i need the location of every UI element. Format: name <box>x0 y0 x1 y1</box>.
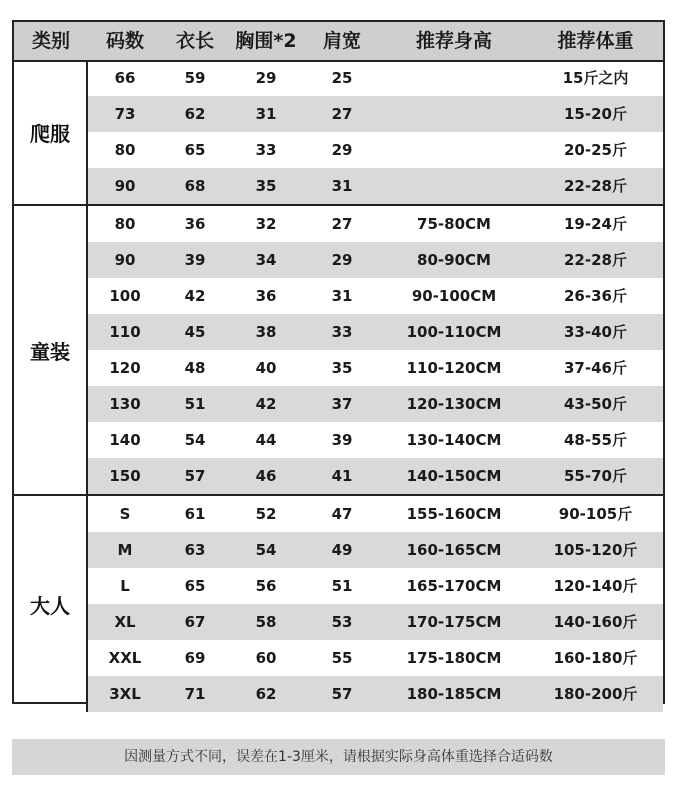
table-row <box>88 458 663 494</box>
table-cell: 44 <box>255 431 277 449</box>
table-cell: M <box>117 541 133 559</box>
table-row <box>88 278 663 314</box>
table-cell: 75-80CM <box>417 215 491 233</box>
table-row <box>88 604 663 640</box>
table-cell: L <box>120 577 130 595</box>
table-cell: 120 <box>109 359 141 377</box>
table-cell: 180-200斤 <box>553 685 638 703</box>
table-cell: 67 <box>184 613 206 631</box>
table-cell: 29 <box>331 141 353 159</box>
table-row <box>88 676 663 712</box>
measurement-note: 因测量方式不同，误差在1-3厘米，请根据实际身高体重选择合适码数 <box>12 739 665 775</box>
category-group <box>14 206 663 494</box>
table-cell: 110 <box>109 323 141 341</box>
table-cell: 59 <box>184 69 206 87</box>
table-cell: 27 <box>331 105 353 123</box>
table-cell: 80-90CM <box>417 251 491 269</box>
table-cell <box>380 132 528 168</box>
table-cell: 150 <box>109 467 141 485</box>
table-cell: 66 <box>114 69 136 87</box>
table-cell: 25 <box>331 69 353 87</box>
table-cell: S <box>119 505 131 523</box>
table-cell: 35 <box>255 177 277 195</box>
table-cell: 22-28斤 <box>564 177 627 195</box>
table-row <box>88 96 663 132</box>
table-row <box>88 532 663 568</box>
table-cell: 37 <box>331 395 353 413</box>
table-cell: 105-120斤 <box>553 541 638 559</box>
table-cell: 52 <box>255 505 277 523</box>
table-cell: 19-24斤 <box>564 215 627 233</box>
table-cell <box>380 96 528 132</box>
table-cell: 68 <box>184 177 206 195</box>
table-cell: 15斤之内 <box>562 69 629 87</box>
table-cell: 32 <box>255 215 277 233</box>
table-cell: 41 <box>331 467 353 485</box>
table-cell: 110-120CM <box>406 359 502 377</box>
table-row <box>88 386 663 422</box>
header-weight: 推荐体重 <box>557 30 634 52</box>
table-row <box>88 640 663 676</box>
table-cell: 140-160斤 <box>553 613 638 631</box>
table-cell: 100 <box>109 287 141 305</box>
table-row <box>88 132 663 168</box>
table-cell: 54 <box>184 431 206 449</box>
table-cell: 160-165CM <box>406 541 502 559</box>
table-cell: 120-140斤 <box>553 577 638 595</box>
table-cell: 69 <box>184 649 206 667</box>
table-row <box>88 314 663 350</box>
table-cell: 46 <box>255 467 277 485</box>
table-row <box>88 242 663 278</box>
table-cell: 56 <box>255 577 277 595</box>
table-cell: 90-100CM <box>411 287 497 305</box>
table-cell: 15-20斤 <box>564 105 627 123</box>
table-cell: 20-25斤 <box>564 141 627 159</box>
table-cell: 73 <box>114 105 136 123</box>
category-label: 爬服 <box>14 60 88 204</box>
table-cell: 27 <box>331 215 353 233</box>
table-cell: 175-180CM <box>406 649 502 667</box>
table-cell: 57 <box>331 685 353 703</box>
table-row <box>88 168 663 204</box>
table-cell: 31 <box>331 177 353 195</box>
table-cell <box>380 168 528 204</box>
table-cell: 65 <box>184 141 206 159</box>
table-cell: 155-160CM <box>406 505 502 523</box>
table-cell: 35 <box>331 359 353 377</box>
table-cell: 39 <box>331 431 353 449</box>
table-cell: 100-110CM <box>406 323 502 341</box>
table-row <box>88 60 663 96</box>
table-cell: 53 <box>331 613 353 631</box>
table-cell: 80 <box>114 215 136 233</box>
table-row <box>88 206 663 242</box>
table-cell: 170-175CM <box>406 613 502 631</box>
table-cell: 65 <box>184 577 206 595</box>
table-cell: 29 <box>255 69 277 87</box>
table-cell: 55 <box>331 649 353 667</box>
table-cell: 54 <box>255 541 277 559</box>
table-cell: 140 <box>109 431 141 449</box>
table-cell: 165-170CM <box>406 577 502 595</box>
table-row <box>88 422 663 458</box>
size-chart-table <box>12 20 665 704</box>
table-cell: 62 <box>184 105 206 123</box>
category-label: 大人 <box>14 496 88 712</box>
table-cell: 22-28斤 <box>564 251 627 269</box>
table-cell: 26-36斤 <box>564 287 627 305</box>
header-shoulder: 肩宽 <box>322 30 361 52</box>
table-cell: 90 <box>114 177 136 195</box>
table-row <box>88 568 663 604</box>
category-group <box>14 60 663 204</box>
table-cell: 71 <box>184 685 206 703</box>
table-cell: 36 <box>184 215 206 233</box>
table-cell: 37-46斤 <box>564 359 627 377</box>
table-cell: 47 <box>331 505 353 523</box>
table-cell: 160-180斤 <box>553 649 638 667</box>
table-cell: 42 <box>255 395 277 413</box>
table-cell: 80 <box>114 141 136 159</box>
table-cell: 51 <box>184 395 206 413</box>
table-cell: 33-40斤 <box>564 323 627 341</box>
table-header <box>14 22 663 62</box>
table-cell: 140-150CM <box>406 467 502 485</box>
table-cell: 61 <box>184 505 206 523</box>
table-cell: 58 <box>255 613 277 631</box>
table-cell: 33 <box>255 141 277 159</box>
table-cell: 42 <box>184 287 206 305</box>
table-cell: 130 <box>109 395 141 413</box>
table-cell: 55-70斤 <box>564 467 627 485</box>
table-cell: 31 <box>331 287 353 305</box>
table-cell <box>380 60 528 96</box>
table-cell: 36 <box>255 287 277 305</box>
table-cell: 57 <box>184 467 206 485</box>
table-cell: 180-185CM <box>406 685 502 703</box>
table-cell: 45 <box>184 323 206 341</box>
table-cell: 51 <box>331 577 353 595</box>
table-cell: XXL <box>108 649 142 667</box>
table-cell: 33 <box>331 323 353 341</box>
header-size: 码数 <box>105 30 144 52</box>
table-cell: 29 <box>331 251 353 269</box>
table-cell: 63 <box>184 541 206 559</box>
table-cell: 34 <box>255 251 277 269</box>
table-cell: 120-130CM <box>406 395 502 413</box>
table-cell: 62 <box>255 685 277 703</box>
table-cell: 43-50斤 <box>564 395 627 413</box>
table-cell: 60 <box>255 649 277 667</box>
header-category: 类别 <box>31 30 70 52</box>
table-cell: 31 <box>255 105 277 123</box>
table-cell: 49 <box>331 541 353 559</box>
table-cell: 90-105斤 <box>558 505 633 523</box>
table-cell: 90 <box>114 251 136 269</box>
table-cell: 39 <box>184 251 206 269</box>
table-cell: 130-140CM <box>406 431 502 449</box>
table-row <box>88 496 663 532</box>
table-cell: 48 <box>184 359 206 377</box>
table-cell: 48-55斤 <box>564 431 627 449</box>
table-cell: 3XL <box>109 685 141 703</box>
table-row <box>88 350 663 386</box>
header-chest: 胸围*2 <box>235 30 297 52</box>
table-cell: 38 <box>255 323 277 341</box>
category-label: 童装 <box>14 206 88 494</box>
header-height: 推荐身高 <box>415 30 492 52</box>
table-cell: 40 <box>255 359 277 377</box>
header-length: 衣长 <box>175 30 214 52</box>
category-group <box>14 496 663 712</box>
table-cell: XL <box>114 613 136 631</box>
